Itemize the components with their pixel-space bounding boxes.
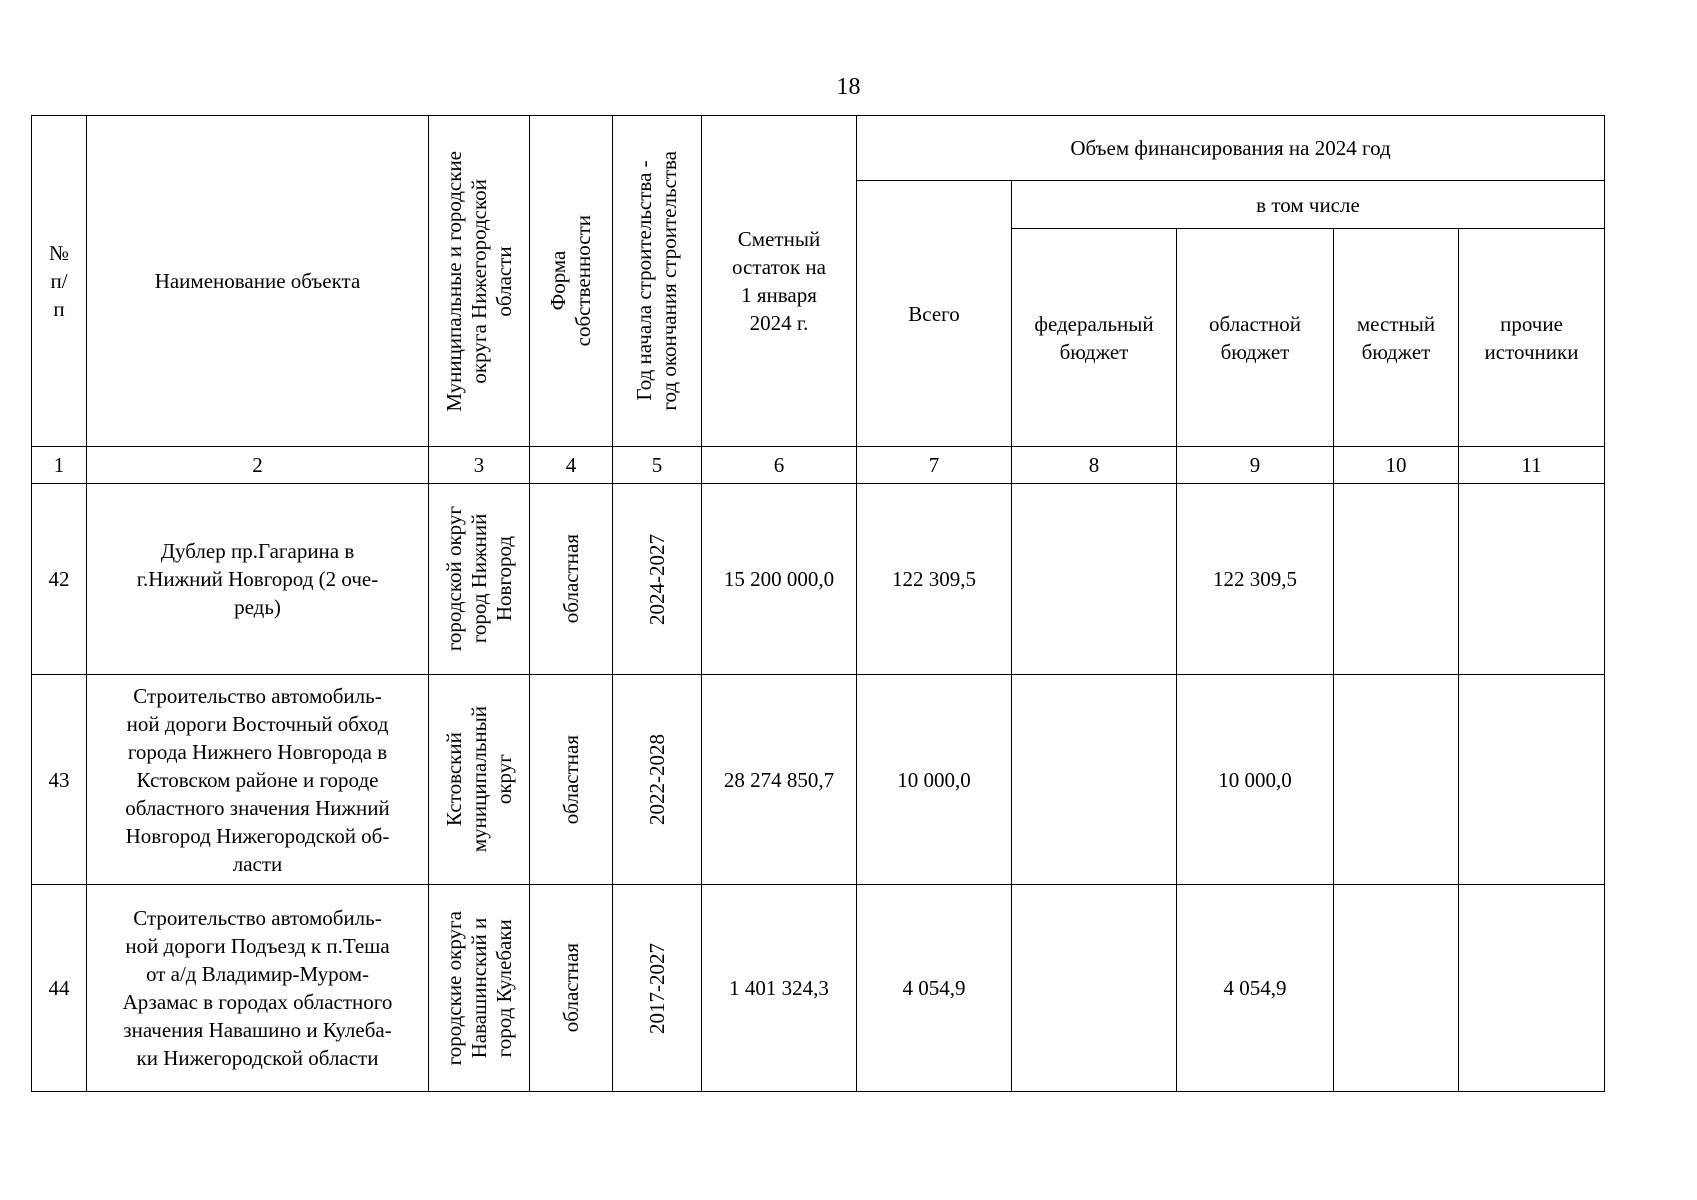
row-no: 43 <box>32 675 87 885</box>
column-number: 6 <box>702 447 857 484</box>
row-municipality: Кстовский муниципальный округ <box>441 706 516 853</box>
row-ownership-cell <box>530 675 613 885</box>
header-name-cell <box>87 116 429 447</box>
column-number: 7 <box>857 447 1012 484</box>
row-name-cell <box>87 484 429 675</box>
row-federal <box>1012 885 1177 1092</box>
row-municipality: городской округ город Нижний Новгород <box>441 506 516 652</box>
column-number: 9 <box>1177 447 1334 484</box>
row-local <box>1334 885 1459 1092</box>
row-municipality: городские округа Навашинский и город Кулебаки <box>441 910 516 1066</box>
header-regional: областной бюджет <box>1209 311 1301 364</box>
row-years: 2024-2027 <box>645 533 669 625</box>
header-municipality: Муниципальные и городские округа Нижегородской области <box>441 150 516 412</box>
row-municipality-cell <box>429 484 530 675</box>
header-remainder: Сметный остаток на 1 января 2024 г. <box>732 227 826 335</box>
row-years-cell <box>613 675 702 885</box>
column-number: 8 <box>1012 447 1177 484</box>
header-total-cell <box>857 181 1012 447</box>
header-remainder-cell <box>702 116 857 447</box>
row-federal <box>1012 675 1177 885</box>
table-row <box>32 675 1605 885</box>
column-number: 5 <box>613 447 702 484</box>
header-ownership-cell <box>530 116 613 447</box>
column-number: 11 <box>1459 447 1605 484</box>
header-years-cell <box>613 116 702 447</box>
header-local-cell <box>1334 229 1459 447</box>
row-name: Строительство автомобиль- ной дороги Подъезд к п.Теша от а/д Владимир-Муром- Арзамас в городах областного значения Навашино и Кулеба- ки Нижегородской области <box>122 906 393 1070</box>
header-ownership: Форма собственности <box>546 215 595 347</box>
row-total: 10 000,0 <box>857 675 1012 885</box>
row-ownership: областная <box>559 734 583 825</box>
row-years-cell <box>613 885 702 1092</box>
header-funding-cell <box>857 116 1605 181</box>
row-ownership-cell <box>530 885 613 1092</box>
column-number: 4 <box>530 447 613 484</box>
row-total: 4 054,9 <box>857 885 1012 1092</box>
header-local: местный бюджет <box>1356 311 1436 364</box>
header-including: в том числе <box>1256 192 1360 217</box>
row-ownership: областная <box>559 534 583 624</box>
row-local <box>1334 675 1459 885</box>
table-row <box>32 885 1605 1092</box>
row-federal <box>1012 484 1177 675</box>
header-federal-cell <box>1012 229 1177 447</box>
header-funding-title: Объем финансирования на 2024 год <box>1070 136 1391 160</box>
row-other <box>1459 675 1605 885</box>
column-number: 1 <box>32 447 87 484</box>
row-municipality-cell <box>429 675 530 885</box>
column-number: 2 <box>87 447 429 484</box>
column-number: 10 <box>1334 447 1459 484</box>
row-name: Строительство автомобиль- ной дороги Восточный обход города Нижнего Новгорода в Кстовском районе и городе областного значения Нижний Новгород Нижегородской об- ласти <box>125 683 390 876</box>
row-years-cell <box>613 484 702 675</box>
row-regional: 122 309,5 <box>1177 484 1334 675</box>
row-years: 2017-2027 <box>645 942 669 1034</box>
row-no: 44 <box>32 885 87 1092</box>
row-total: 122 309,5 <box>857 484 1012 675</box>
row-ownership-cell <box>530 484 613 675</box>
header-total: Всего <box>908 301 960 326</box>
table-row <box>32 484 1605 675</box>
page-number: 18 <box>836 74 861 100</box>
header-name: Наименование объекта <box>154 269 361 293</box>
column-number: 3 <box>429 447 530 484</box>
header-no: № п/ п <box>48 241 70 321</box>
financing-table <box>31 115 1605 1092</box>
header-including-cell <box>1012 181 1605 229</box>
header-other: прочие источники <box>1484 311 1579 364</box>
row-remainder: 15 200 000,0 <box>702 484 857 675</box>
row-other <box>1459 484 1605 675</box>
header-municipality-cell <box>429 116 530 447</box>
header-row-1 <box>32 116 1605 181</box>
header-other-cell <box>1459 229 1605 447</box>
row-local <box>1334 484 1459 675</box>
row-ownership: областная <box>559 943 583 1033</box>
row-remainder: 1 401 324,3 <box>702 885 857 1092</box>
row-other <box>1459 885 1605 1092</box>
row-no: 42 <box>32 484 87 675</box>
row-regional: 10 000,0 <box>1177 675 1334 885</box>
header-years: Год начала строительства - год окончания строительства <box>632 151 681 411</box>
row-years: 2022-2028 <box>645 734 669 825</box>
header-federal: федеральный бюджет <box>1034 311 1154 364</box>
row-name: Дублер пр.Гагарина в г.Нижний Новгород (2 оче- редь) <box>136 539 379 619</box>
column-numbers-row <box>32 447 1605 484</box>
header-no-cell <box>32 116 87 447</box>
row-remainder: 28 274 850,7 <box>702 675 857 885</box>
row-name-cell <box>87 885 429 1092</box>
header-regional-cell <box>1177 229 1334 447</box>
row-municipality-cell <box>429 885 530 1092</box>
row-name-cell <box>87 675 429 885</box>
row-regional: 4 054,9 <box>1177 885 1334 1092</box>
